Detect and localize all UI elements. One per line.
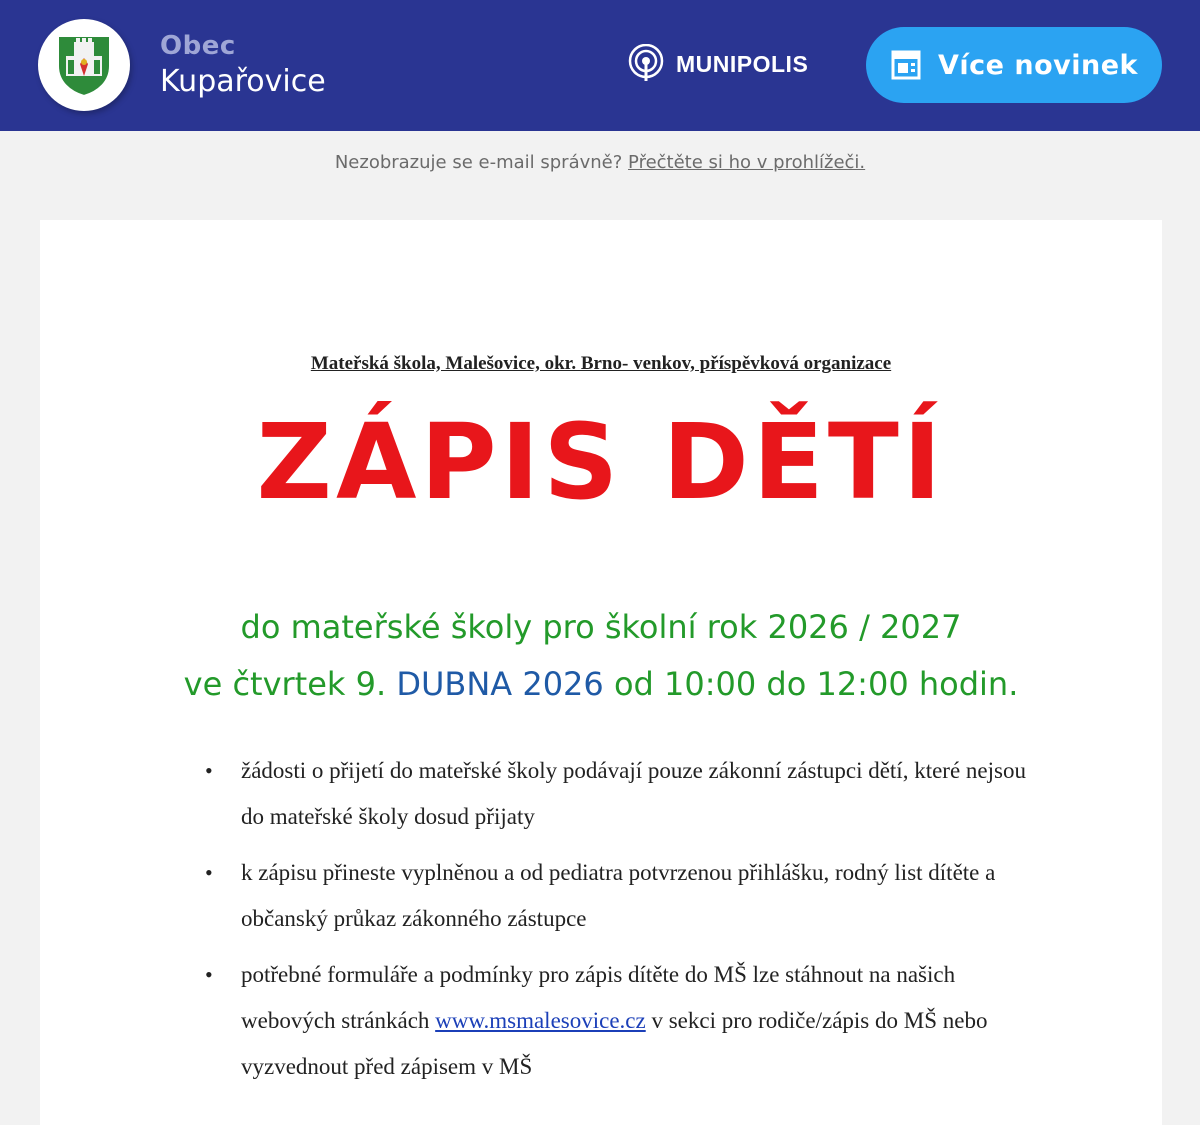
brand-name: Kupařovice (160, 64, 326, 99)
browser-note-text: Nezobrazuje se e-mail správně? (334, 152, 623, 173)
broadcast-icon (626, 44, 666, 84)
view-in-browser-link[interactable]: Přečtěte si ho v prohlížeči. (628, 152, 866, 173)
list-item-text: potřebné formuláře a podmínky pro zápis dítěte do MŠ lze stáhnout na našich webových stránkách (241, 962, 956, 1033)
subtitle-school-year: do mateřské školy pro školní rok 2026 / 2027 (240, 608, 962, 646)
school-website-link[interactable]: www.msmalesovice.cz (435, 1008, 646, 1033)
subtitle-date-day: ve čtvrtek 9. (183, 665, 387, 703)
subtitle-date-month: DUBNA 2026 (396, 665, 604, 703)
article-card (40, 220, 1162, 1125)
list-item (205, 850, 1035, 942)
munipolis-logo[interactable] (626, 44, 808, 84)
list-item-text: k zápisu přineste vyplněnou a od pediatra potvrzenou přihlášku, rodný list dítěte a občanský průkaz zákonného zástupce (241, 860, 996, 931)
header-bar (0, 0, 1200, 131)
list-item-text: žádosti o přijetí do mateřské školy podávají pouze zákonní zástupci dětí, které nejsou do mateřské školy dosud přijaty (241, 758, 1026, 829)
organization-line: Mateřská škola, Malešovice, okr. Brno- venkov, příspěvková organizace (310, 353, 892, 374)
list-item (205, 748, 1035, 840)
brand-prefix: Obec (160, 31, 236, 61)
subtitle-date-time: od 10:00 do 12:00 hodin. (613, 665, 1019, 703)
coat-of-arms-logo[interactable] (38, 19, 130, 111)
list-item (205, 952, 1035, 1090)
more-news-button[interactable] (866, 27, 1162, 103)
browser-view-note (0, 152, 1200, 173)
newspaper-icon (890, 49, 922, 81)
coat-of-arms-icon (54, 32, 114, 98)
more-news-label: Více novinek (938, 49, 1138, 81)
article-title: ZÁPIS DĚTÍ (256, 401, 946, 523)
info-list (205, 748, 1035, 1100)
list-item-text: v sekci pro rodiče/zápis do MŠ nebo vyzvednout před zápisem v MŠ (241, 1008, 988, 1079)
munipolis-label: MUNIPOLIS (676, 50, 809, 77)
subtitle-date (40, 665, 1162, 703)
